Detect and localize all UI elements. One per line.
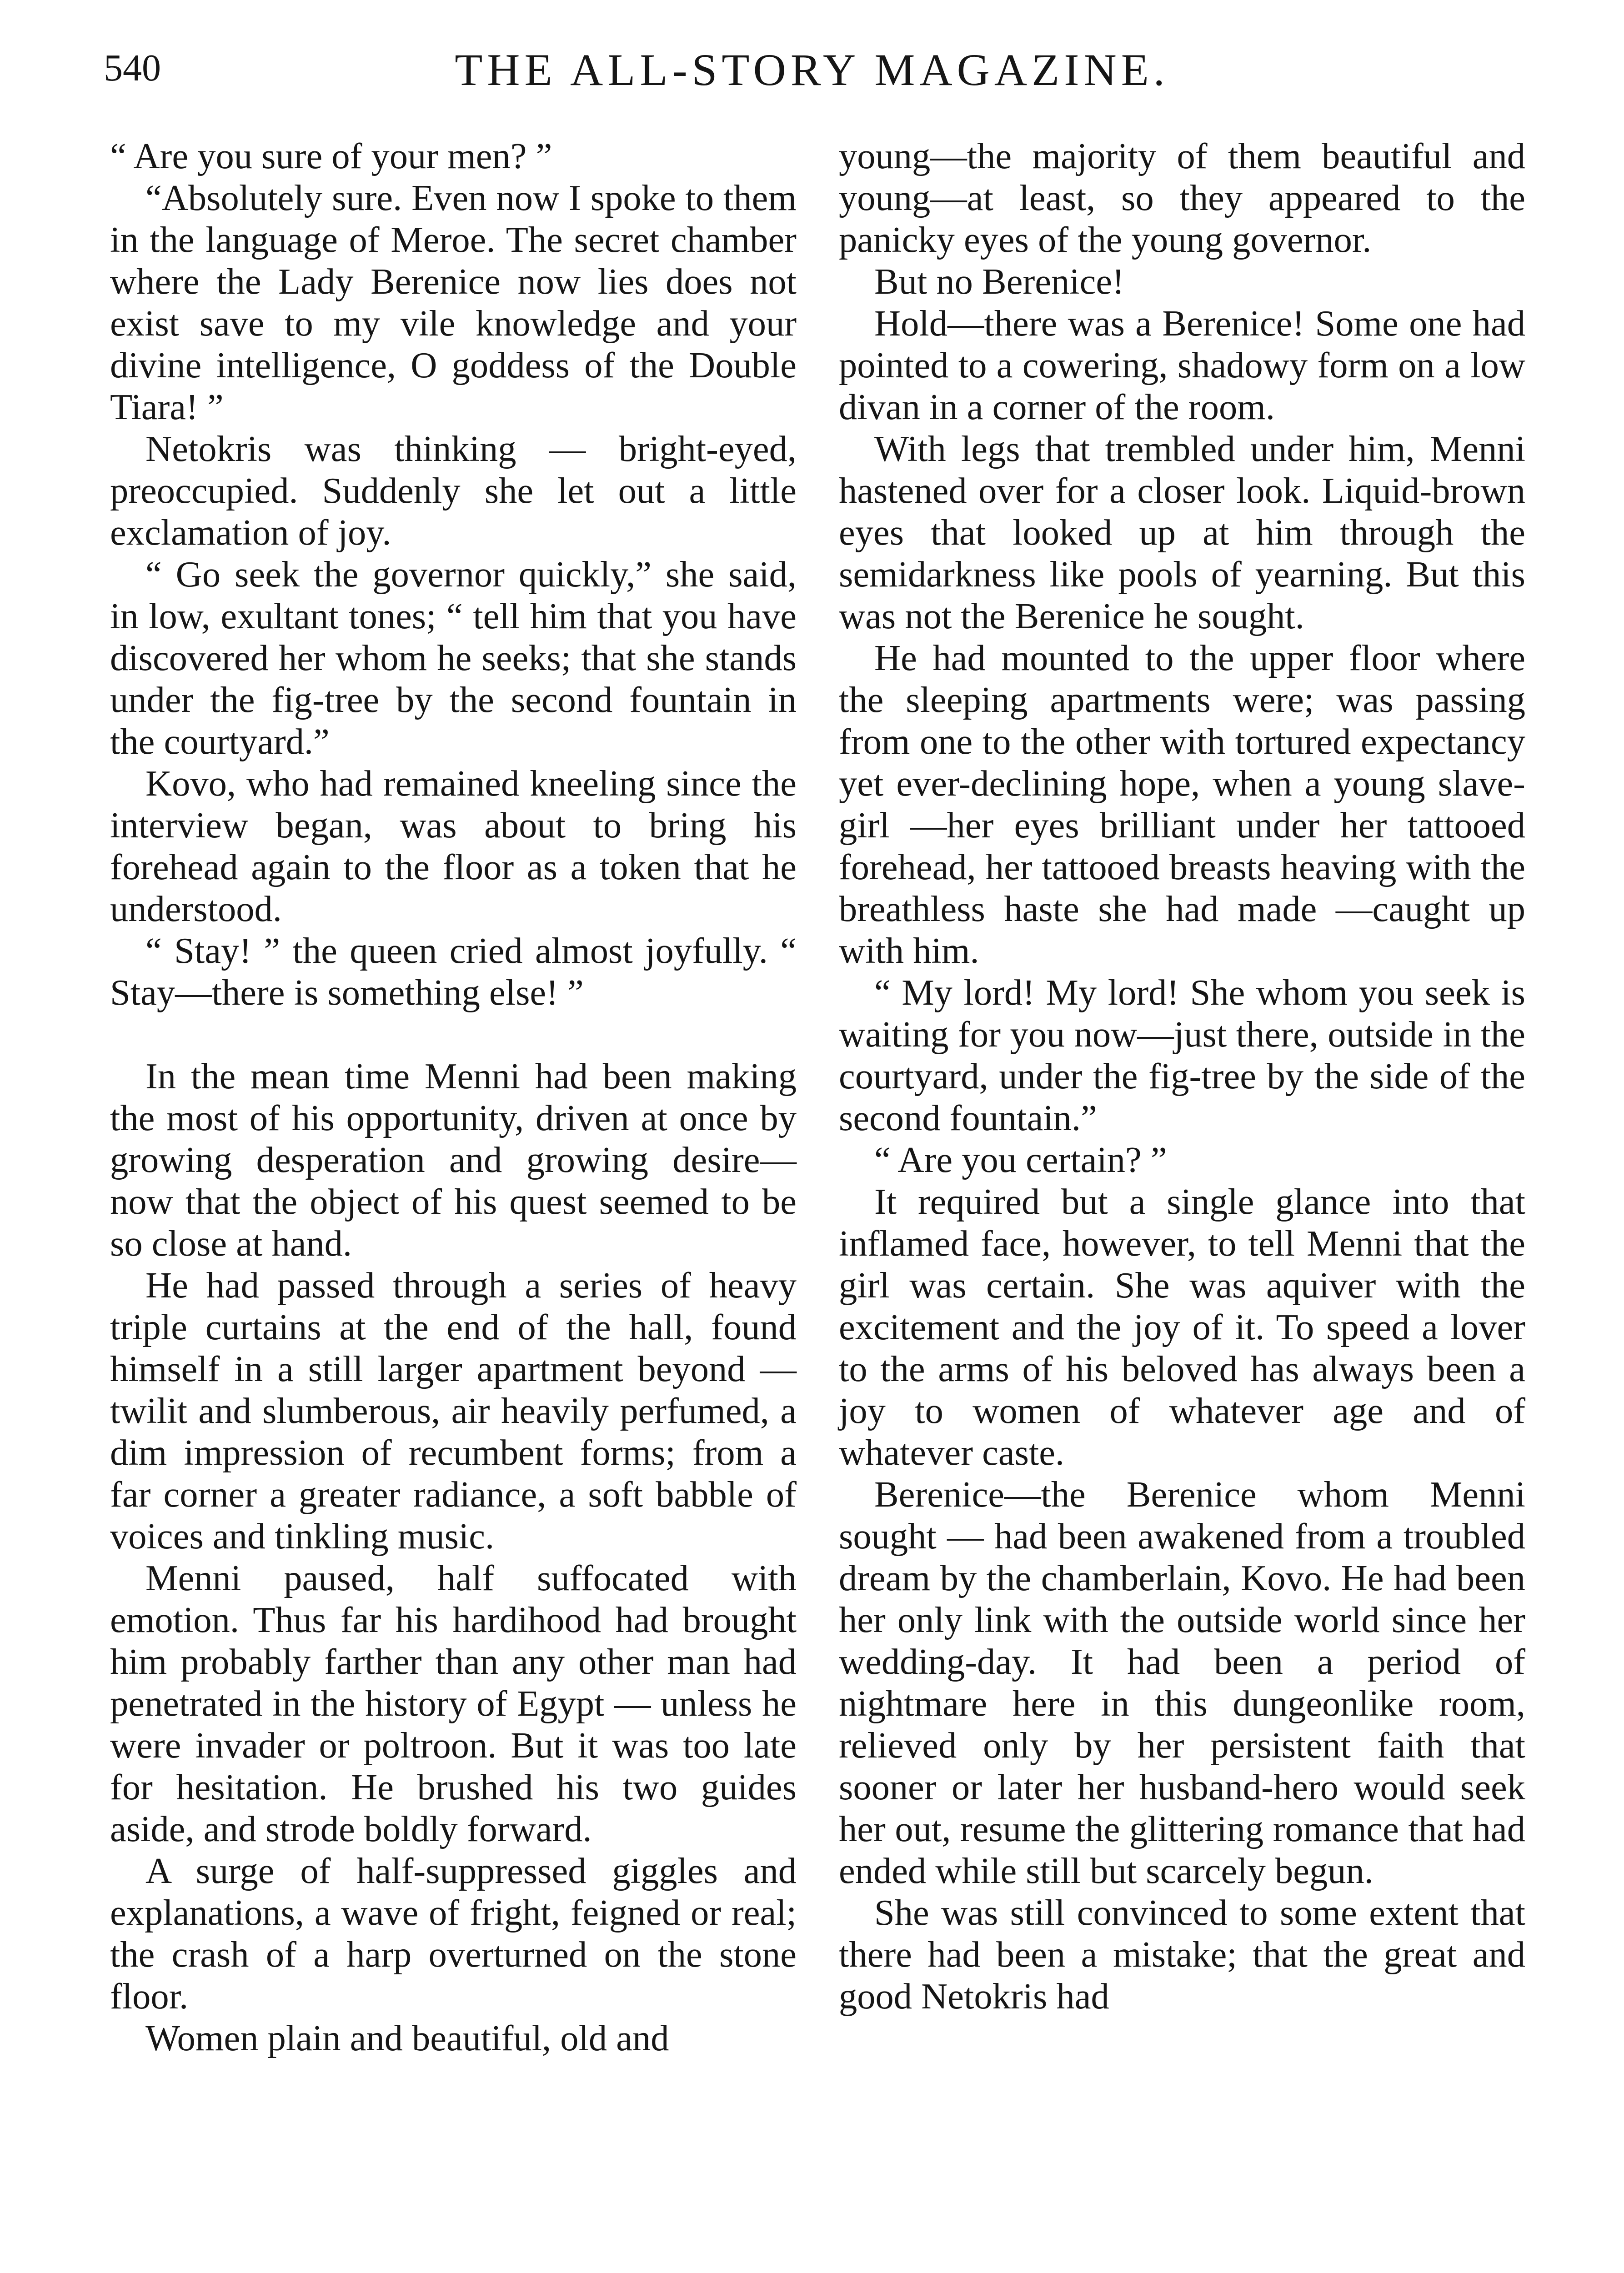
paragraph: “ Go seek the governor quickly,” she said, in low, exultant tones; “ tell him that you have discovered her whom he seeks; that she stands under the fig-tree by the second fountain in the courtyard.” xyxy=(110,554,797,762)
paragraph: It required but a single glance into that inflamed face, however, to tell Menni that the girl was certain. She was aquiver with the excitement and the joy of it. To speed a lover to the arms of his beloved has always been a joy to women of whatever age and of whatever caste. xyxy=(839,1182,1525,1473)
paragraph: A surge of half-suppressed giggles and explanations, a wave of fright, feigned or real; the crash of a harp overturned on the stone floor. xyxy=(110,1851,797,2017)
page-number: 540 xyxy=(104,47,161,89)
paragraph: Netokris was thinking — bright-eyed, preoccupied. Suddenly she let out a little exclamation of joy. xyxy=(110,429,797,553)
paragraph: Berenice—the Berenice whom Menni sought — had been awakened from a troubled dream by the chamberlain, Kovo. He had been her only link with the outside world since her wedding-day. It had been a period of nightmare here in this dungeonlike room, relieved only by her persistent faith that sooner or later her husband-hero would seek her out, resume the glittering romance that had ended while still but scarcely begun. xyxy=(839,1474,1525,1891)
paragraph: In the mean time Menni had been making the most of his opportunity, driven at once by growing desperation and growing desire—now that the object of his quest seemed to be so close at hand. xyxy=(110,1056,797,1264)
paragraph: He had mounted to the upper floor where the sleeping apartments were; was passing from one to the other with tortured expectancy yet ever-declining hope, when a young slave-girl —her eyes brilliant under her tattooed forehead, her tattooed breasts heaving with the breathless haste she had made —caught up with him. xyxy=(839,638,1525,971)
paragraph: With legs that trembled under him, Menni hastened over for a closer look. Liquid-brown eyes that looked up at him through the semidarkness like pools of yearning. But this was not the Berenice he sought. xyxy=(839,429,1525,636)
paragraph: She was still convinced to some extent that there had been a mistake; that the great and good Netokris had xyxy=(839,1892,1525,2017)
paragraph: Women plain and beautiful, old and xyxy=(145,2018,669,2058)
paragraph: Hold—there was a Berenice! Some one had pointed to a cowering, shadowy form on a low divan in a corner of the room. xyxy=(839,303,1525,427)
paragraph: “ My lord! My lord! She whom you seek is waiting for you now—just there, outside in the courtyard, under the fig-tree by the side of the second fountain.” xyxy=(839,972,1525,1138)
paragraph: Kovo, who had remained kneeling since the interview began, was about to bring his forehead again to the floor as a token that he understood. xyxy=(110,763,797,929)
paragraph: Menni paused, half suffocated with emotion. Thus far his hardihood had brought him probably farther than any other man had penetrated in the history of Egypt — unless he were invader or poltroon. But it was too late for hesitation. He brushed his two guides aside, and strode boldly forward. xyxy=(110,1558,797,1849)
section-break xyxy=(110,1014,797,1056)
paragraph: “ Are you sure of your men? ” xyxy=(110,136,552,176)
left-column xyxy=(110,135,797,2059)
paragraph: But no Berenice! xyxy=(874,261,1124,302)
running-head: THE ALL-STORY MAGAZINE. xyxy=(455,45,1169,95)
paragraph: young—the majority of them beautiful and young—at least, so they appeared to the panicky eyes of the young governor. xyxy=(839,136,1525,260)
right-column xyxy=(839,135,1525,2018)
paragraph: “Absolutely sure. Even now I spoke to them in the language of Meroe. The secret chamber where the Lady Berenice now lies does not exist save to my vile knowledge and your divine intelligence, O goddess of the Double Tiara! ” xyxy=(110,178,797,427)
paragraph: He had passed through a series of heavy triple curtains at the end of the hall, found himself in a still larger apartment beyond — twilit and slumberous, air heavily perfumed, a dim impression of recumbent forms; from a far corner a greater radiance, a soft babble of voices and tinkling music. xyxy=(110,1265,797,1557)
paragraph: “ Are you certain? ” xyxy=(874,1140,1167,1180)
paragraph: “ Stay! ” the queen cried almost joyfully. “ Stay—there is something else! ” xyxy=(110,931,797,1013)
